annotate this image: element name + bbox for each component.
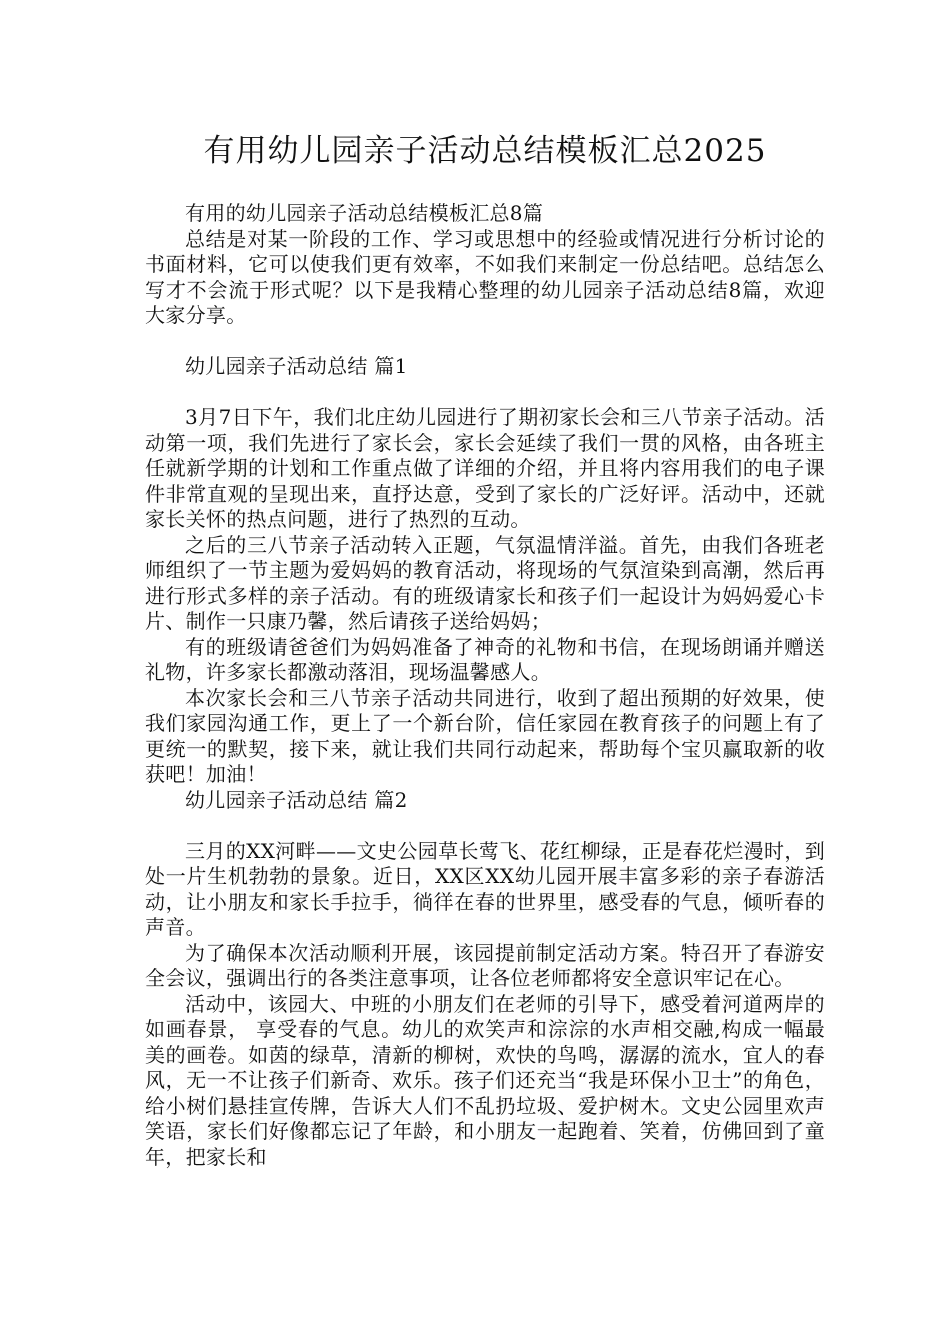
section-1-paragraph-3: 有的班级请爸爸们为妈妈准备了神奇的礼物和书信，在现场朗诵并赠送礼物，许多家长都激动落泪，现场温馨感人。 <box>145 634 825 684</box>
section-2-paragraph-1: 三月的XX河畔——文史公园草长莺飞、花红柳绿，正是春花烂漫时，到处一片生机勃勃的景象。近日，XX区XX幼儿园开展丰富多彩的亲子春游活动，让小朋友和家长手拉手，徜徉在春的世界里，感受春的气息，倾听春的声音。 <box>145 838 825 939</box>
section-1-paragraph-2: 之后的三八节亲子活动转入正题，气氛温情洋溢。首先，由我们各班老师组织了一节主题为爱妈妈的教育活动，将现场的气氛渲染到高潮，然后再进行形式多样的亲子活动。有的班级请家长和孩子们一起设计为妈妈爱心卡片、制作一只康乃馨，然后请孩子送给妈妈； <box>145 532 825 633</box>
section-1-paragraph-4: 本次家长会和三八节亲子活动共同进行，收到了超出预期的好效果，使我们家园沟通工作，更上了一个新台阶，信任家园在教育孩子的问题上有了更统一的默契，接下来，就让我们共同行动起来，帮助每个宝贝赢取新的收获吧！加油！ <box>145 685 825 786</box>
section-2-paragraph-2: 为了确保本次活动顺利开展，该园提前制定活动方案。特召开了春游安全会议，强调出行的各类注意事项，让各位老师都将安全意识牢记在心。 <box>145 940 825 990</box>
document-title: 有用幼儿园亲子活动总结模板汇总2025 <box>203 133 767 169</box>
spacer <box>145 329 825 355</box>
document-page <box>145 125 825 1170</box>
intro-paragraph: 总结是对某一阶段的工作、学习或思想中的经验或情况进行分析讨论的书面材料，它可以使我们更有效率，不如我们来制定一份总结吧。总结怎么写才不会流于形式呢？以下是我精心整理的幼儿园亲子活动总结8篇，欢迎大家分享。 <box>145 226 825 327</box>
spacer <box>145 380 825 406</box>
section-1-paragraph-1: 3月7日下午，我们北庄幼儿园进行了期初家长会和三八节亲子活动。活动第一项，我们先进行了家长会，家长会延续了我们一贯的风格，由各班主任就新学期的计划和工作重点做了详细的介绍，并且将内容用我们的电子课件非常直观的呈现出来，直抒达意，受到了家长的广泛好评。活动中，还就家长关怀的热点问题，进行了热烈的互动。 <box>145 405 825 531</box>
spacer <box>145 813 825 839</box>
section-2-heading: 幼儿园亲子活动总结 篇2 <box>185 787 408 812</box>
section-1-heading: 幼儿园亲子活动总结 篇1 <box>185 354 408 378</box>
document-body <box>145 201 825 1170</box>
document-subtitle: 有用的幼儿园亲子活动总结模板汇总8篇 <box>185 201 544 225</box>
section-2-paragraph-3: 活动中，该园大、中班的小朋友们在老师的引导下，感受着河道两岸的如画春景， 享受春的气息。幼儿的欢笑声和淙淙的水声相交融,构成一幅最美的画卷。如茵的绿草，清新的柳树，欢快的鸟鸣，潺潺的流水，宜人的春风，无一不让孩子们新奇、欢乐。孩子们还充当“我是环保小卫士”的角色，给小树们悬挂宣传牌，告诉大人们不乱扔垃圾、爱护树木。文史公园里欢声笑语，家长们好像都忘记了年龄，和小朋友一起跑着、笑着，仿佛回到了童年，把家长和 <box>145 991 825 1169</box>
